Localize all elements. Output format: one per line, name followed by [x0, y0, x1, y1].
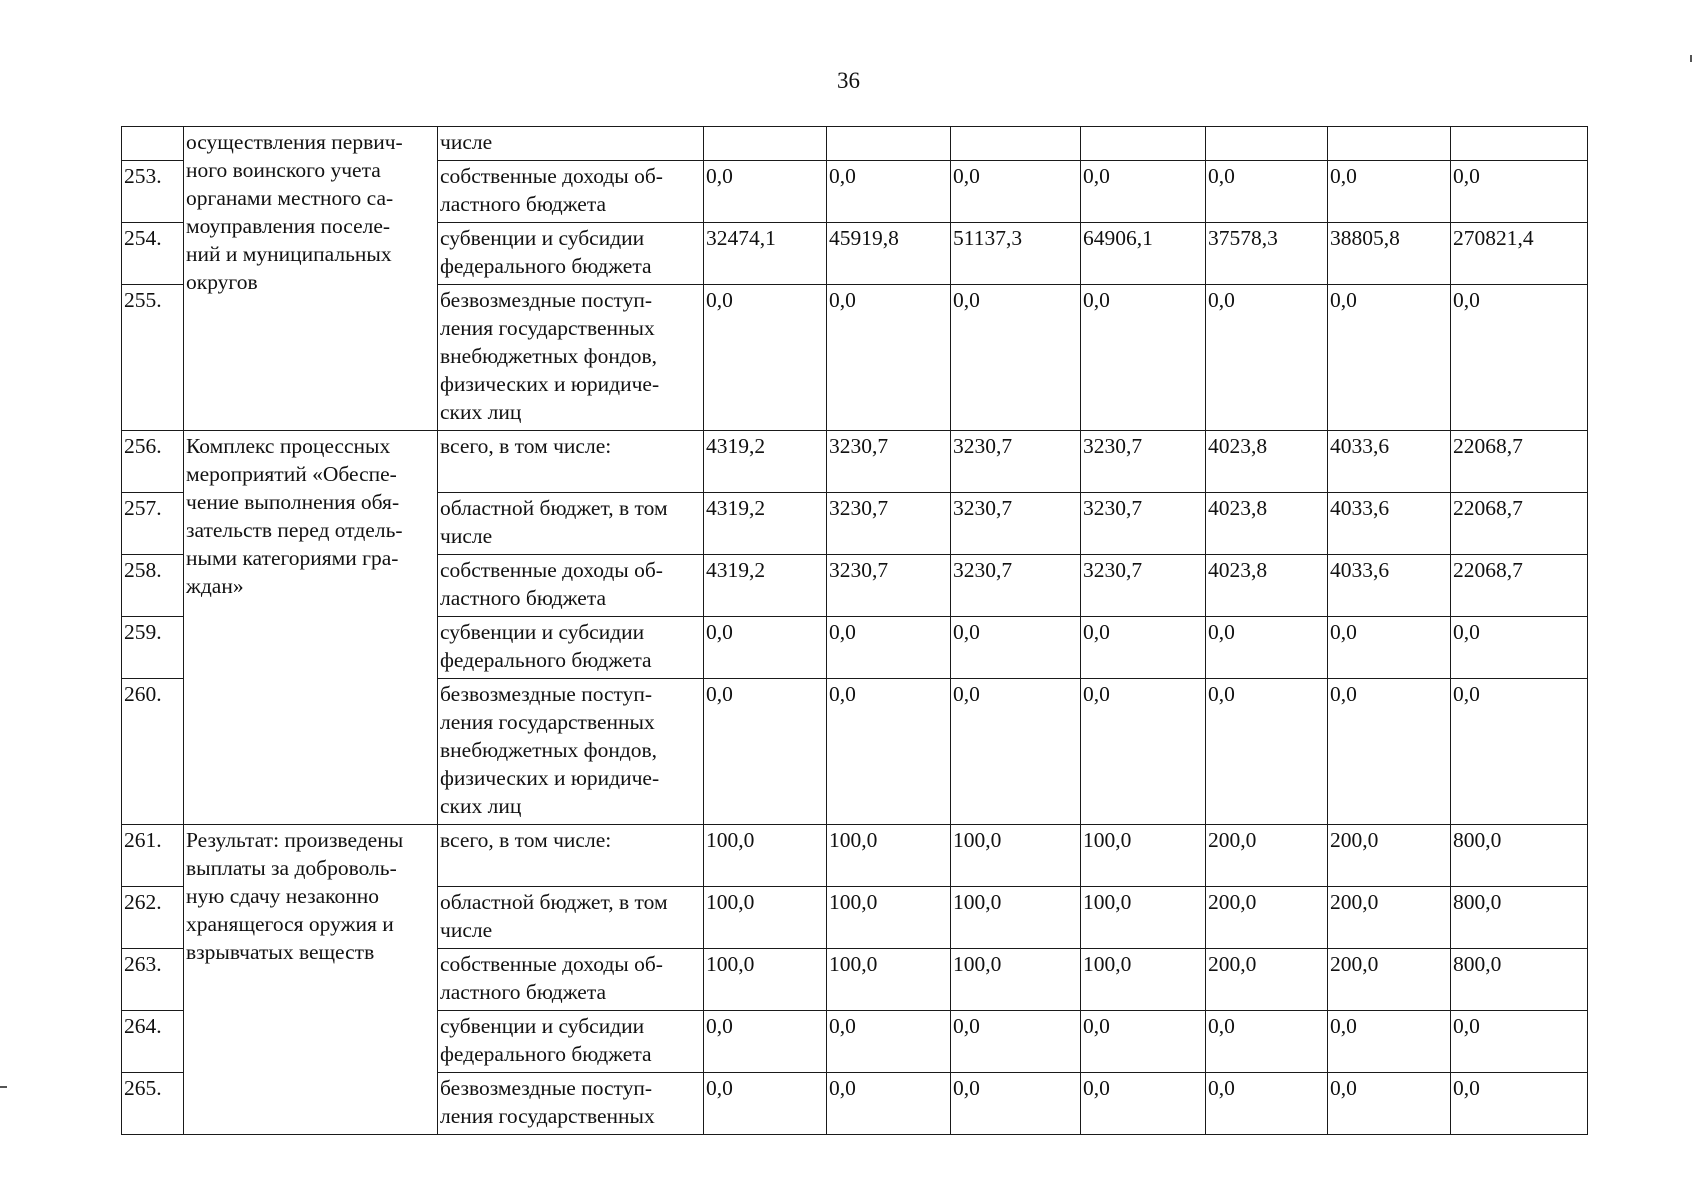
funding-source: собственные доходы об- ластного бюджета — [438, 161, 704, 223]
value-total: 0,0 — [1451, 161, 1588, 223]
value-year-1: 0,0 — [704, 1011, 827, 1073]
row-number: 256. — [122, 431, 184, 493]
value-year-5: 0,0 — [1206, 285, 1328, 431]
value-year-5 — [1206, 127, 1328, 161]
value-year-5: 4023,8 — [1206, 555, 1328, 617]
value-total: 800,0 — [1451, 949, 1588, 1011]
funding-source: собственные доходы об- ластного бюджета — [438, 555, 704, 617]
value-total: 800,0 — [1451, 825, 1588, 887]
value-year-4: 64906,1 — [1081, 223, 1206, 285]
value-year-4: 3230,7 — [1081, 555, 1206, 617]
value-total: 0,0 — [1451, 1011, 1588, 1073]
table-row — [122, 127, 1588, 161]
value-year-1: 100,0 — [704, 949, 827, 1011]
value-year-5: 0,0 — [1206, 161, 1328, 223]
value-year-5: 200,0 — [1206, 825, 1328, 887]
value-year-3: 100,0 — [951, 825, 1081, 887]
value-year-5: 200,0 — [1206, 887, 1328, 949]
value-year-6: 200,0 — [1328, 949, 1451, 1011]
value-year-3: 0,0 — [951, 679, 1081, 825]
value-year-2: 0,0 — [827, 679, 951, 825]
value-total: 0,0 — [1451, 285, 1588, 431]
row-number: 253. — [122, 161, 184, 223]
row-number: 265. — [122, 1073, 184, 1135]
value-year-3 — [951, 127, 1081, 161]
value-year-5: 200,0 — [1206, 949, 1328, 1011]
scan-mark-right — [1690, 55, 1692, 62]
value-year-1: 0,0 — [704, 617, 827, 679]
value-year-5: 4023,8 — [1206, 493, 1328, 555]
value-year-2 — [827, 127, 951, 161]
value-year-4: 0,0 — [1081, 1011, 1206, 1073]
value-year-3: 3230,7 — [951, 431, 1081, 493]
row-number: 260. — [122, 679, 184, 825]
value-year-1: 100,0 — [704, 887, 827, 949]
value-year-6: 0,0 — [1328, 1073, 1451, 1135]
value-year-3: 3230,7 — [951, 555, 1081, 617]
value-year-2: 0,0 — [827, 617, 951, 679]
funding-source: субвенции и субсидии федерального бюджета — [438, 1011, 704, 1073]
table-body — [122, 127, 1588, 1135]
funding-source: числе — [438, 127, 704, 161]
value-year-5: 0,0 — [1206, 617, 1328, 679]
funding-source: собственные доходы об- ластного бюджета — [438, 949, 704, 1011]
value-year-6: 0,0 — [1328, 679, 1451, 825]
budget-table — [121, 126, 1588, 1135]
value-year-6: 38805,8 — [1328, 223, 1451, 285]
value-year-3: 3230,7 — [951, 493, 1081, 555]
funding-source: областной бюджет, в том числе — [438, 493, 704, 555]
row-number: 261. — [122, 825, 184, 887]
value-year-3: 0,0 — [951, 1011, 1081, 1073]
table-row — [122, 431, 1588, 493]
row-number: 258. — [122, 555, 184, 617]
value-total: 270821,4 — [1451, 223, 1588, 285]
row-number: 263. — [122, 949, 184, 1011]
value-year-1: 100,0 — [704, 825, 827, 887]
value-year-5: 4023,8 — [1206, 431, 1328, 493]
value-year-1: 0,0 — [704, 679, 827, 825]
value-year-6: 0,0 — [1328, 285, 1451, 431]
value-year-1: 4319,2 — [704, 555, 827, 617]
value-year-4: 3230,7 — [1081, 493, 1206, 555]
activity-description: осуществления первич- ного воинского учета органами местного са- моуправления поселе- ний и муниципальных округов — [184, 127, 438, 431]
value-year-1: 0,0 — [704, 285, 827, 431]
funding-source: областной бюджет, в том числе — [438, 887, 704, 949]
table-row — [122, 825, 1588, 887]
value-year-4: 0,0 — [1081, 285, 1206, 431]
value-year-3: 0,0 — [951, 285, 1081, 431]
funding-source: субвенции и субсидии федерального бюджета — [438, 223, 704, 285]
value-year-6: 0,0 — [1328, 617, 1451, 679]
row-number — [122, 127, 184, 161]
value-year-1: 4319,2 — [704, 431, 827, 493]
value-year-1 — [704, 127, 827, 161]
value-total: 22068,7 — [1451, 493, 1588, 555]
value-year-6: 4033,6 — [1328, 493, 1451, 555]
value-year-6 — [1328, 127, 1451, 161]
row-number: 259. — [122, 617, 184, 679]
value-year-6: 0,0 — [1328, 1011, 1451, 1073]
value-year-4 — [1081, 127, 1206, 161]
value-year-6: 4033,6 — [1328, 431, 1451, 493]
value-total: 800,0 — [1451, 887, 1588, 949]
funding-source: субвенции и субсидии федерального бюджета — [438, 617, 704, 679]
value-year-2: 0,0 — [827, 1073, 951, 1135]
value-year-6: 200,0 — [1328, 825, 1451, 887]
value-total: 22068,7 — [1451, 555, 1588, 617]
value-year-6: 0,0 — [1328, 161, 1451, 223]
value-total: 0,0 — [1451, 1073, 1588, 1135]
scan-mark-left — [0, 1086, 7, 1088]
value-year-4: 0,0 — [1081, 617, 1206, 679]
value-year-3: 100,0 — [951, 887, 1081, 949]
value-year-4: 0,0 — [1081, 679, 1206, 825]
value-year-6: 200,0 — [1328, 887, 1451, 949]
row-number: 257. — [122, 493, 184, 555]
row-number: 255. — [122, 285, 184, 431]
value-year-2: 3230,7 — [827, 431, 951, 493]
value-year-2: 3230,7 — [827, 493, 951, 555]
activity-description: Комплекс процессных мероприятий «Обеспе- чение выполнения обя- зательств перед отдель- ными категориями гра- ждан» — [184, 431, 438, 825]
row-number: 264. — [122, 1011, 184, 1073]
value-year-2: 100,0 — [827, 949, 951, 1011]
value-total: 22068,7 — [1451, 431, 1588, 493]
value-year-1: 4319,2 — [704, 493, 827, 555]
value-year-1: 0,0 — [704, 161, 827, 223]
funding-source: безвозмездные поступ- ления государственных — [438, 1073, 704, 1135]
value-year-5: 0,0 — [1206, 679, 1328, 825]
value-year-4: 100,0 — [1081, 949, 1206, 1011]
value-year-3: 51137,3 — [951, 223, 1081, 285]
row-number: 254. — [122, 223, 184, 285]
value-year-5: 0,0 — [1206, 1073, 1328, 1135]
value-year-2: 3230,7 — [827, 555, 951, 617]
funding-source: безвозмездные поступ- ления государственных внебюджетных фондов, физических и юридиче- ских лиц — [438, 679, 704, 825]
value-year-2: 0,0 — [827, 161, 951, 223]
value-year-2: 100,0 — [827, 825, 951, 887]
row-number: 262. — [122, 887, 184, 949]
value-year-1: 32474,1 — [704, 223, 827, 285]
value-year-2: 0,0 — [827, 1011, 951, 1073]
value-total: 0,0 — [1451, 679, 1588, 825]
value-year-3: 0,0 — [951, 1073, 1081, 1135]
value-year-3: 100,0 — [951, 949, 1081, 1011]
value-year-1: 0,0 — [704, 1073, 827, 1135]
funding-source: всего, в том числе: — [438, 825, 704, 887]
value-year-4: 0,0 — [1081, 161, 1206, 223]
value-year-3: 0,0 — [951, 617, 1081, 679]
page-number: 36 — [837, 68, 860, 93]
value-year-4: 3230,7 — [1081, 431, 1206, 493]
value-year-2: 100,0 — [827, 887, 951, 949]
value-total — [1451, 127, 1588, 161]
value-total: 0,0 — [1451, 617, 1588, 679]
funding-source: всего, в том числе: — [438, 431, 704, 493]
value-year-4: 0,0 — [1081, 1073, 1206, 1135]
value-year-3: 0,0 — [951, 161, 1081, 223]
activity-description: Результат: произведены выплаты за доброволь- ную сдачу незаконно хранящегося оружия и взрывчатых веществ — [184, 825, 438, 1135]
value-year-4: 100,0 — [1081, 825, 1206, 887]
value-year-5: 37578,3 — [1206, 223, 1328, 285]
value-year-4: 100,0 — [1081, 887, 1206, 949]
value-year-6: 4033,6 — [1328, 555, 1451, 617]
value-year-2: 0,0 — [827, 285, 951, 431]
funding-source: безвозмездные поступ- ления государственных внебюджетных фондов, физических и юридиче- ских лиц — [438, 285, 704, 431]
value-year-2: 45919,8 — [827, 223, 951, 285]
value-year-5: 0,0 — [1206, 1011, 1328, 1073]
